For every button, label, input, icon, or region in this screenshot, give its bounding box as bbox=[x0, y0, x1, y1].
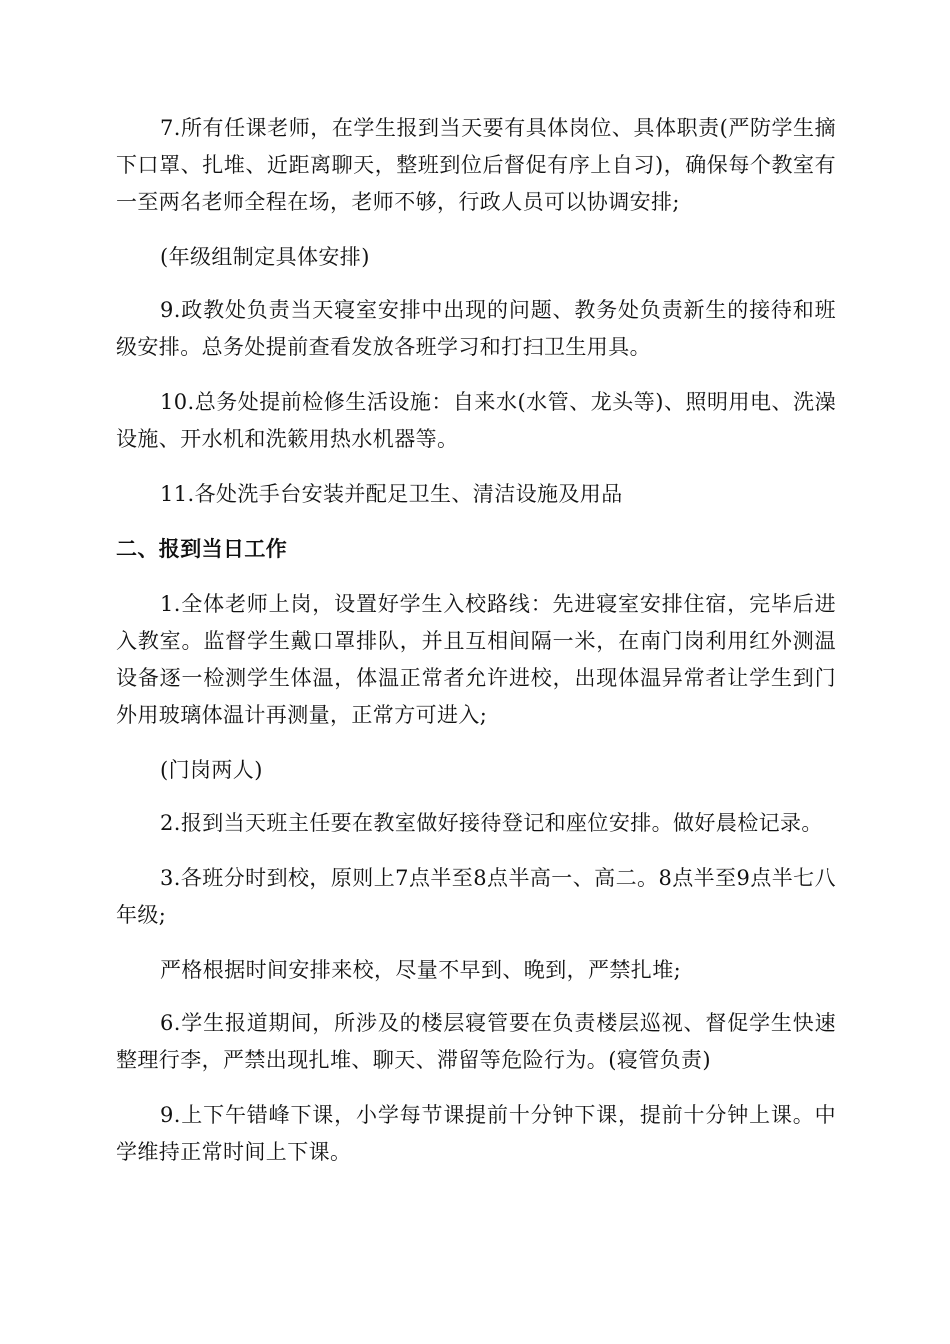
paragraph-2-class-teacher: 2.报到当天班主任要在教室做好接待登记和座位安排。做好晨检记录。 bbox=[160, 811, 823, 835]
paragraph-9-staggered-classes: 9.上下午错峰下课，小学每节课提前十分钟下课，提前十分钟上课。中学维持正常时间上下课。 bbox=[116, 1103, 836, 1164]
paragraph-grade-arrangement-note: (年级组制定具体安排) bbox=[160, 245, 370, 269]
paragraph-gate-staff-note: (门岗两人) bbox=[160, 758, 263, 782]
paragraph-1-all-teachers: 1.全体老师上岗，设置好学生入校路线：先进寝室安排住宿，完毕后进入教室。监督学生戴口罩排队，并且互相间隔一米，在南门岗利用红外测温设备逐一检测学生体温，体温正常者允许进校，出现体温异常者让学生到门外用玻璃体温计再测量，正常方可进入; bbox=[116, 592, 836, 727]
paragraph-11-handwashing: 11.各处洗手台安装并配足卫生、清洁设施及用品 bbox=[160, 482, 623, 506]
document-body bbox=[116, 110, 836, 1189]
paragraph-3-arrival-times: 3.各班分时到校，原则上7点半至8点半高一、高二。8点半至9点半七八年级; bbox=[116, 866, 836, 927]
paragraph-arrival-rule: 严格根据时间安排来校，尽量不早到、晚到，严禁扎堆; bbox=[160, 958, 682, 982]
paragraph-7-teacher-duties: 7.所有任课老师，在学生报到当天要有具体岗位、具体职责(严防学生摘下口罩、扎堆、近距离聊天，整班到位后督促有序上自习)，确保每个教室有一至两名老师全程在场，老师不够，行政人员可以协调安排; bbox=[116, 116, 836, 214]
section-heading-registration-day: 二、报到当日工作 bbox=[116, 537, 288, 561]
paragraph-9-dormitory-office: 9.政教处负责当天寝室安排中出现的问题、教务处负责新生的接待和班级安排。总务处提前查看发放各班学习和打扫卫生用具。 bbox=[116, 298, 836, 359]
paragraph-6-dorm-supervision: 6.学生报道期间，所涉及的楼层寝管要在负责楼层巡视、督促学生快速整理行李，严禁出现扎堆、聊天、滞留等危险行为。(寝管负责) bbox=[116, 1011, 836, 1072]
paragraph-10-facility-repair: 10.总务处提前检修生活设施：自来水(水管、龙头等)、照明用电、洗澡设施、开水机和洗簌用热水机器等。 bbox=[116, 390, 836, 451]
